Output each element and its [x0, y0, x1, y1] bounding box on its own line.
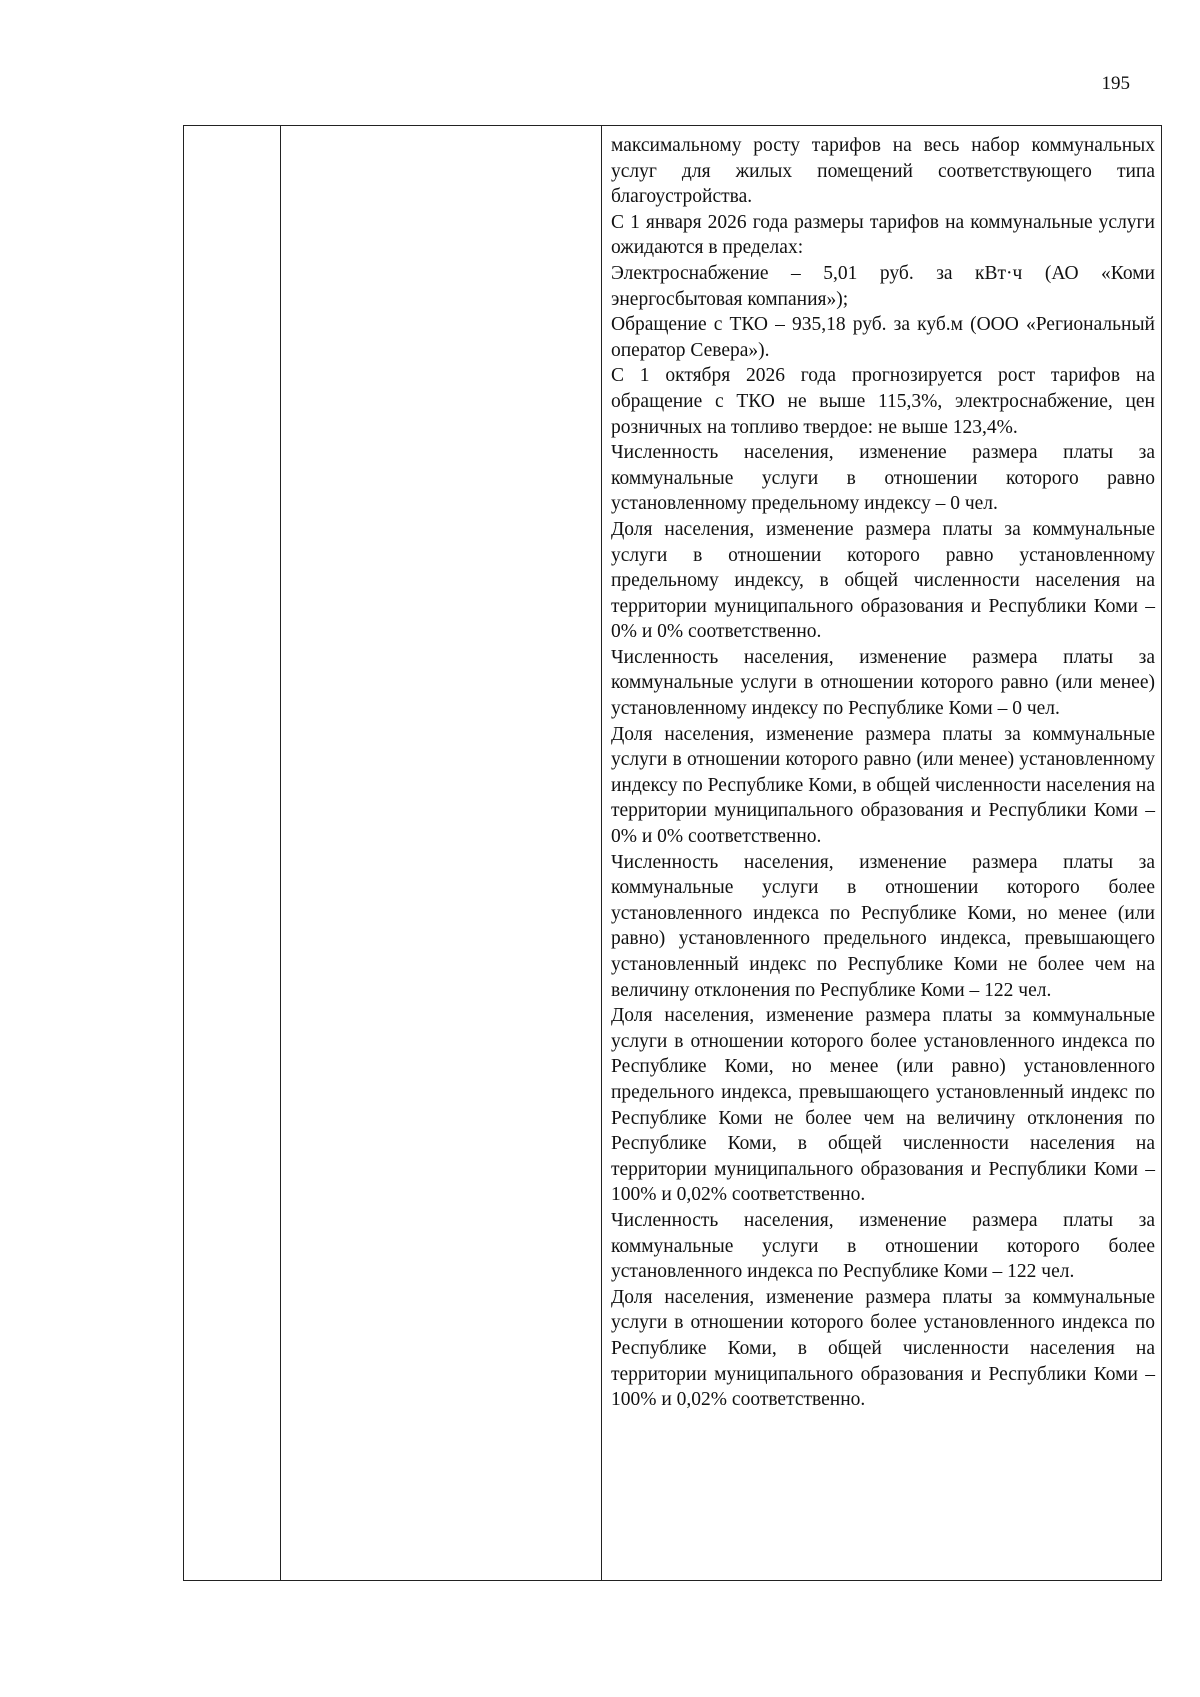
paragraph-share-within-komi-index: Доля населения, изменение размера платы за коммунальные услуги в отношении которого равно (или менее) установленному индексу по Республике Коми, в общей численности населения на территории муниципального образования и Республики Коми – 0% и 0% соответственно. — [611, 723, 1155, 848]
paragraph-waste-tariff: Обращение с ТКО – 935,18 руб. за куб.м (ООО «Региональный оператор Севера»). — [611, 314, 1155, 361]
paragraph-population-within-komi-index: Численность населения, изменение размера платы за коммунальные услуги в отношении которого равно (или менее) установленному индексу по Республике Коми – 0 чел. — [611, 646, 1155, 720]
paragraph-tariff-growth-limit: максимальному росту тарифов на весь набор коммунальных услуг для жилых помещений соответствующего типа благоустройства. — [611, 135, 1155, 208]
paragraph-population-above-komi-below-max: Численность населения, изменение размера платы за коммунальные услуги в отношении которого более установленного индекса по Республике Коми, но менее (или равно) установленного предельного индекса, превышающего установленный индекс по Республике Коми не более чем на величину отклонения по Республике Коми – 122 чел. — [611, 851, 1155, 1001]
paragraph-share-above-komi-index: Доля населения, изменение размера платы за коммунальные услуги в отношении которого более установленного индекса по Республике Коми, в общей численности населения на территории муниципального образования и Республики Коми – 100% и 0,02% соответственно. — [611, 1286, 1155, 1411]
paragraph-tariffs-oct-2026: С 1 октября 2026 года прогнозируется рост тарифов на обращение с ТКО не выше 115,3%, электроснабжение, цен розничных на топливо твердое: не выше 123,4%. — [611, 365, 1155, 438]
table-column-2 — [281, 126, 602, 1580]
paragraph-population-equal-max-index: Численность населения, изменение размера платы за коммунальные услуги в отношении которого равно установленному предельному индексу – 0 чел. — [611, 442, 1155, 515]
table-column-3 — [602, 126, 1161, 1580]
table-column-1 — [184, 126, 281, 1580]
paragraph-share-above-komi-below-max: Доля населения, изменение размера платы за коммунальные услуги в отношении которого более установленного индекса по Республике Коми, но менее (или равно) установленного предельного индекса, превышающего установленный индекс по Республике Коми не более чем на величину отклонения по Республике Коми, в общей численности населения на территории муниципального образования и Республики Коми – 100% и 0,02% соответственно. — [611, 1005, 1155, 1206]
paragraph-population-above-komi-index: Численность населения, изменение размера платы за коммунальные услуги в отношении которого более установленного индекса по Республике Коми – 122 чел. — [611, 1209, 1155, 1283]
page-number: 195 — [1101, 73, 1130, 94]
paragraph-tariffs-jan-2026: С 1 января 2026 года размеры тарифов на коммунальные услуги ожидаются в пределах: — [611, 211, 1155, 259]
paragraph-electricity-tariff: Электроснабжение – 5,01 руб. за кВт·ч (АО «Коми энергосбытовая компания»); — [611, 262, 1155, 310]
paragraph-share-equal-max-index: Доля населения, изменение размера платы за коммунальные услуги в отношении которого равно установленному предельному индексу, в общей численности населения на территории муниципального образования и Республики Коми – 0% и 0% соответственно. — [611, 518, 1155, 643]
document-table — [183, 125, 1162, 1581]
